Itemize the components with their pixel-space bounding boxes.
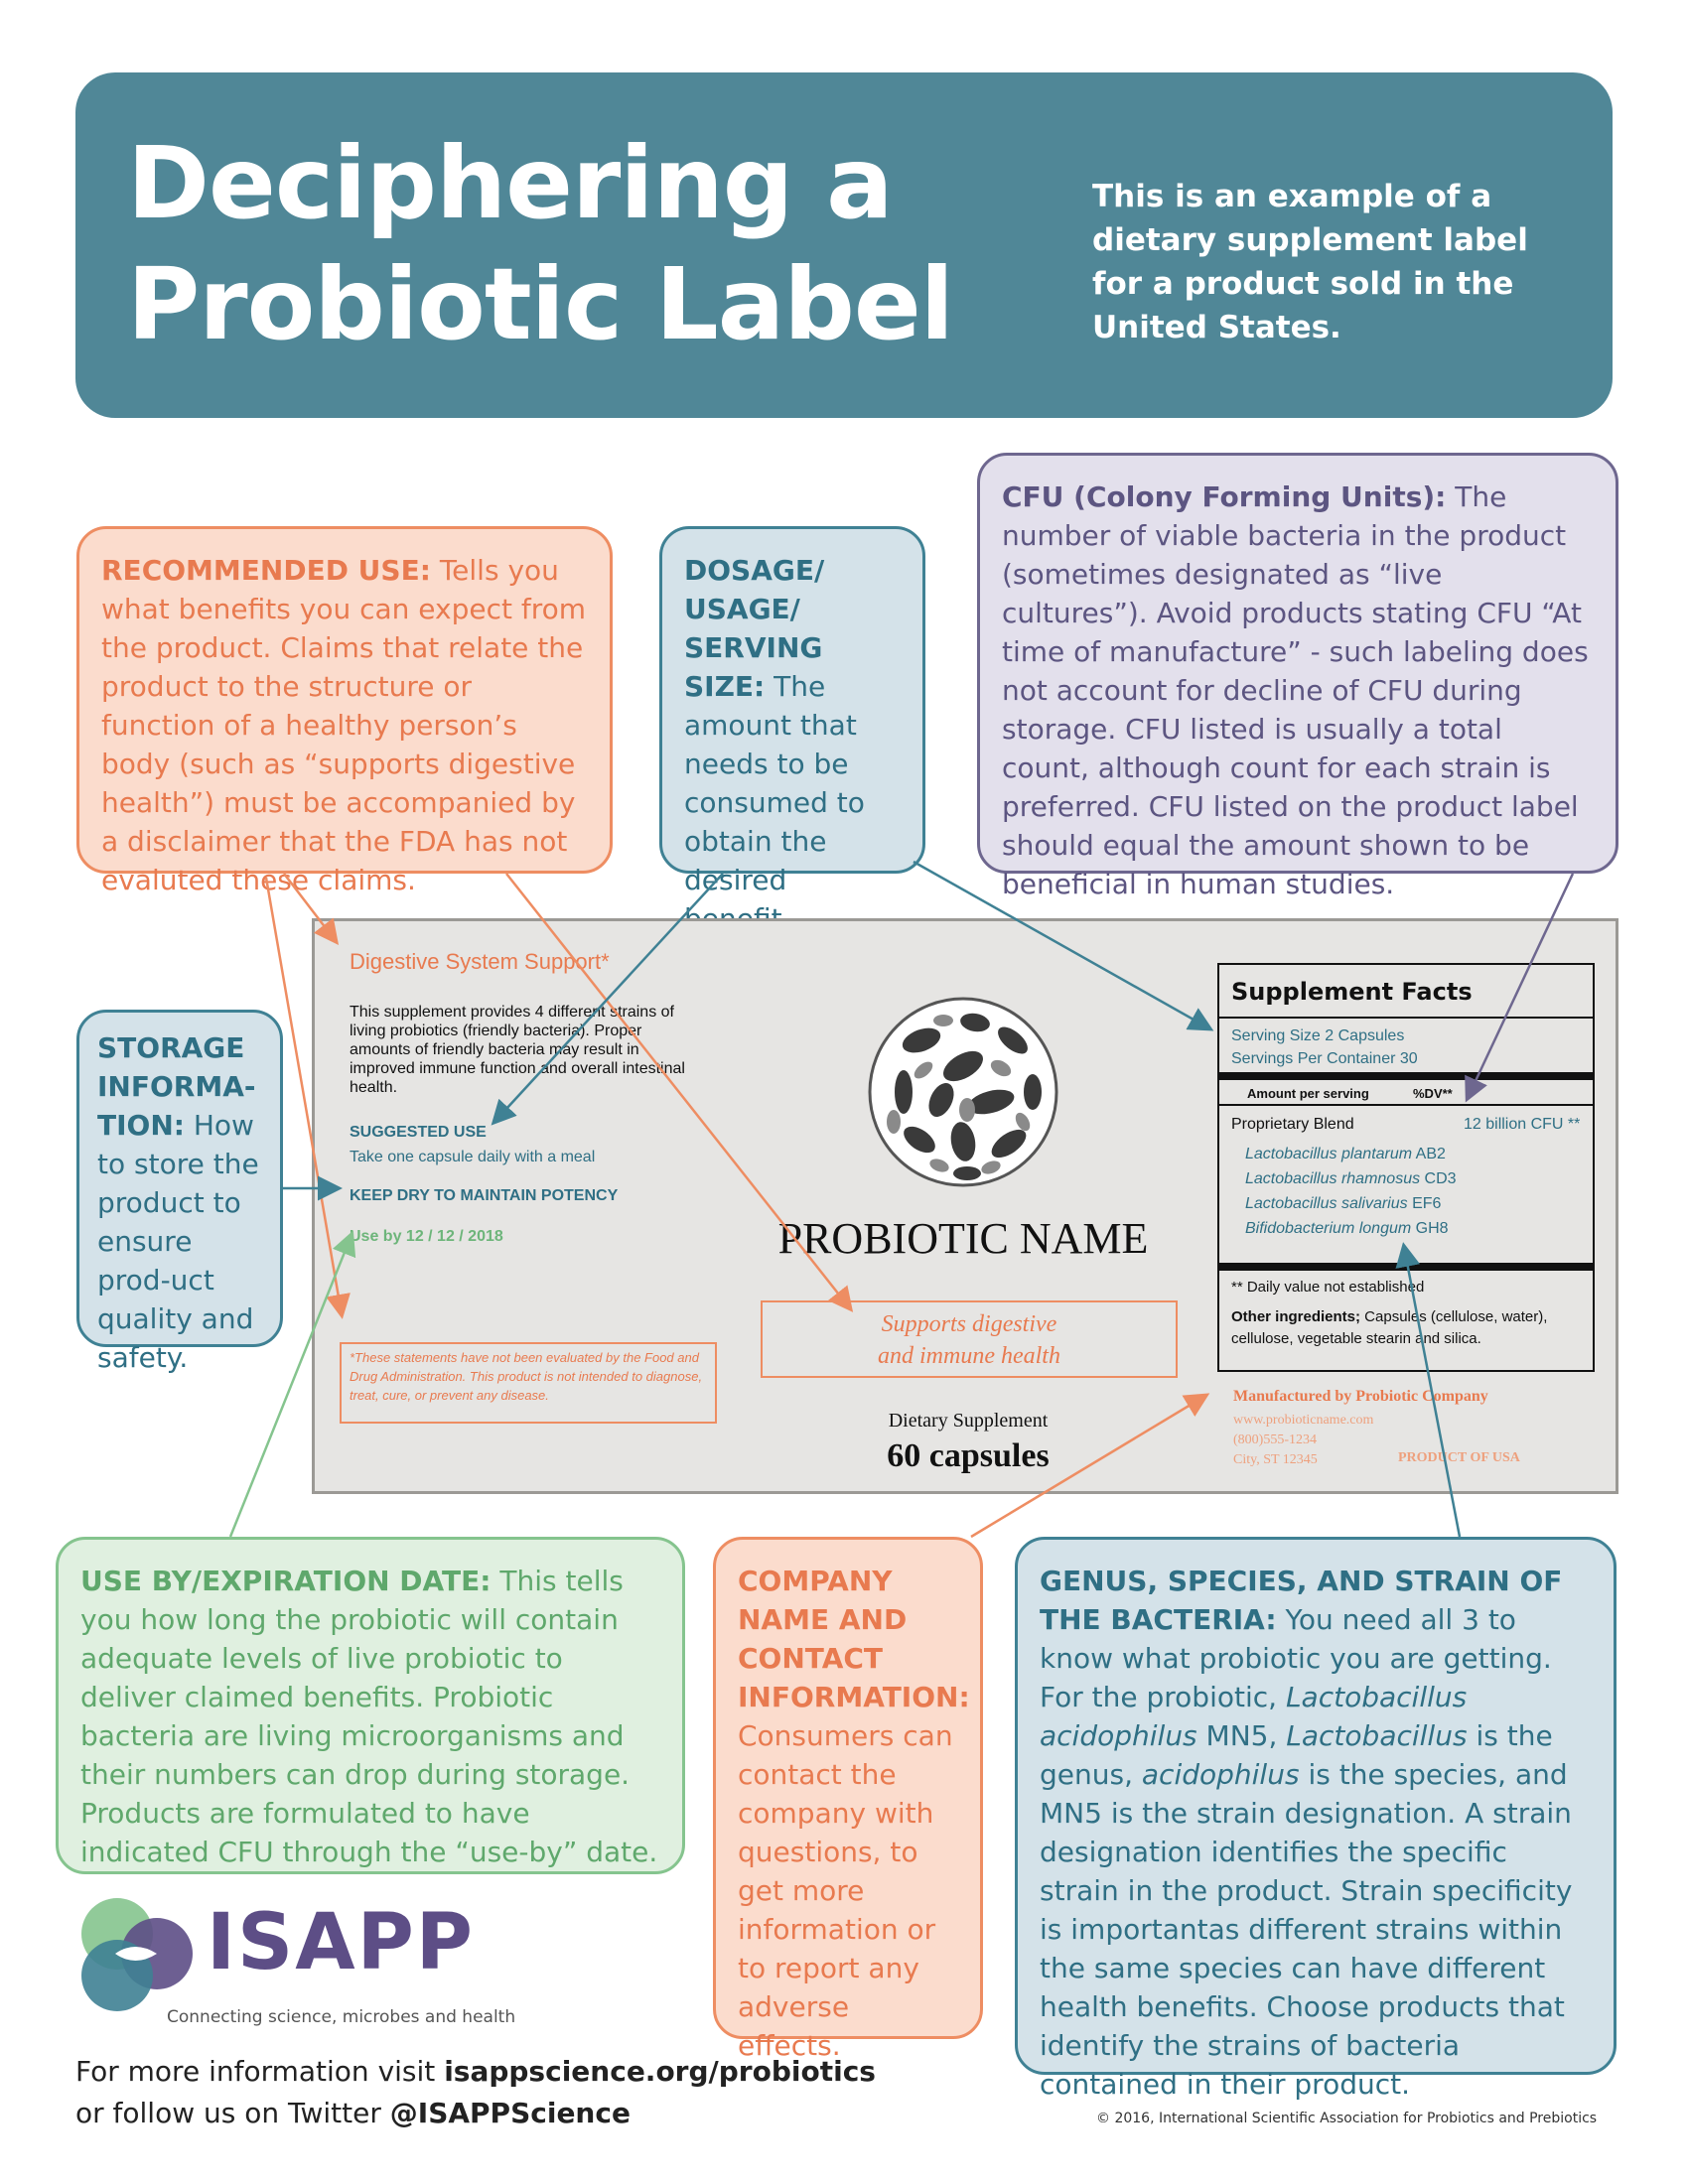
storage-instruction: KEEP DRY TO MAINTAIN POTENCY [350, 1187, 619, 1204]
callout-text: The amount that needs to be consumed to obtain the desired [684, 670, 865, 896]
strain-species: Lactobacillus salivarius [1245, 1195, 1408, 1212]
facts-divider-thick [1217, 1072, 1595, 1080]
isapp-logo-text: ISAPP [207, 1898, 475, 1987]
species-name: Lactobacillus acidophilus [1040, 1681, 1468, 1752]
strain-item [1245, 1166, 1457, 1191]
other-ingredients-text: Capsules (cellulose, water), cellulose, vegetable stearin and silica. [1231, 1308, 1548, 1347]
product-claim [761, 1308, 1178, 1372]
callout-heading: CFU (Colony Forming Units): [1002, 480, 1447, 513]
suggested-use-heading: SUGGESTED USE [350, 1124, 487, 1141]
copyright: © 2016, International Scientific Association for Probiotics and Prebiotics [1096, 2111, 1598, 2126]
facts-divider-thick [1217, 1263, 1595, 1271]
facts-divider [1217, 1104, 1595, 1106]
twitter-line [75, 2097, 631, 2129]
title-line-2: Probiotic Label [127, 246, 953, 362]
callout-text: The number of viable bacteria in the product (sometimes designated as “live cultures”). Avoid products stating CFU “At time of manufacture” - such labeling does not account for decline of CFU during storage. CFU listed is usually a total count, although count for each strain is preferred. CFU listed on the product label should equal the amount shown to be beneficial in human studies. [1002, 480, 1589, 900]
proprietary-blend: Proprietary Blend [1231, 1116, 1354, 1133]
dietary-supplement-text: Dietary Supplement [888, 1410, 1049, 1432]
strain-item [1245, 1216, 1457, 1241]
recommended-use-callout [76, 526, 613, 896]
callout-text: is the genus, [1040, 1719, 1553, 1791]
manufacturer-phone: (800)555-1234 [1233, 1433, 1317, 1447]
callout-heading: COMPANY NAME AND CONTACT INFORMATION: [738, 1565, 970, 1713]
isapp-logo-icon [75, 1892, 199, 2021]
strain-species: Bifidobacterium longum [1245, 1220, 1412, 1237]
facts-divider [1217, 1017, 1595, 1019]
strain-list [1245, 1142, 1457, 1241]
other-ingredients [1231, 1306, 1589, 1350]
manufacturer-website: www.probioticname.com [1233, 1413, 1374, 1428]
website-link[interactable]: isappscience.org/probiotics [444, 2055, 876, 2088]
strain-item [1245, 1191, 1457, 1216]
capsule-count: 60 capsules [887, 1437, 1050, 1474]
other-ingredients-heading: Other ingredients; [1231, 1308, 1361, 1325]
strain-item [1245, 1142, 1457, 1166]
product-name: PROBIOTIC NAME [777, 1214, 1149, 1263]
use-by-callout [56, 1537, 685, 1874]
twitter-prefix: or follow us on Twitter [75, 2097, 390, 2129]
strain-code: CD3 [1420, 1170, 1457, 1187]
supplement-facts-title: Supplement Facts [1231, 978, 1473, 1006]
callout-text: You need all 3 to know what probiotic you are getting. For the probiotic, [1040, 1603, 1552, 1713]
dv-note: ** Daily value not established [1231, 1279, 1425, 1296]
dosage-callout [659, 526, 925, 896]
manufacturer-name: Manufactured by Probiotic Company [1233, 1388, 1488, 1405]
genus-species-callout [1015, 1537, 1617, 2101]
callout-text: Consumers can contact the company with questions, to get more information or to report any adverse effects. [738, 1719, 953, 2062]
strain-species: Lactobacillus rhamnosus [1245, 1170, 1421, 1187]
claim-line-1: Supports digestive [881, 1311, 1057, 1337]
product-origin: PRODUCT OF USA [1398, 1450, 1520, 1465]
label-claim-heading: Digestive System Support* [350, 949, 610, 974]
callout-text: This tells you how long the probiotic will contain adequate levels of live probiotic to deliver claimed benefits. Probiotic bacteria are living microorganisms and their numbers can drop during storage. Products are formulated to have indicated CFU through the “use-by” date. [80, 1565, 658, 1868]
storage-callout [76, 1010, 283, 1374]
isapp-tagline: Connecting science, microbes and health [167, 2007, 516, 2027]
cfu-callout [977, 453, 1618, 900]
callout-text: is the species, and MN5 is the strain designation. A strain designation identifies the specific strain in the product. Strain specificity is importantas different strains within the same species can have different health benefits. Choose products that identify the strains of bacteria contained in their product. [1040, 1758, 1573, 2101]
more-info-line [75, 2055, 876, 2088]
blend-cfu: 12 billion CFU ** [1464, 1116, 1581, 1133]
suggested-use-text: Take one capsule daily with a meal [350, 1149, 596, 1165]
page-title [127, 123, 1080, 365]
manufacturer-contact [1233, 1411, 1373, 1470]
callout-text: How to store the product to ensure prod-uct quality and safety. [97, 1109, 259, 1374]
callout-heading: RECOMMENDED USE: [101, 554, 431, 587]
callout-heading: USE BY/EXPIRATION DATE: [80, 1565, 492, 1597]
company-callout [713, 1537, 983, 2062]
servings-per-container: Servings Per Container 30 [1231, 1050, 1418, 1067]
callout-text: MN5, [1196, 1719, 1287, 1752]
page-subtitle: This is an example of a dietary supplement label for a product sold in the United States. [1092, 179, 1528, 345]
strain-code: AB2 [1412, 1146, 1446, 1162]
species-name: acidophilus [1141, 1758, 1300, 1791]
callout-heading: DOSAGE/ USAGE/ SERVING SIZE: [684, 554, 825, 703]
more-info-prefix: For more information visit [75, 2055, 445, 2088]
genus-name: Lactobacillus [1286, 1719, 1468, 1752]
use-by-date: Use by 12 / 12 / 2018 [350, 1228, 503, 1245]
dv-header: %DV** [1413, 1086, 1453, 1101]
strain-code: EF6 [1407, 1195, 1442, 1212]
callout-heading: STORAGE INFORMA-TION: [97, 1031, 256, 1142]
serving-info [1231, 1024, 1418, 1070]
manufacturer-city: City, ST 12345 [1233, 1452, 1318, 1467]
claim-line-2: and immune health [878, 1343, 1060, 1369]
twitter-handle[interactable]: @ISAPPScience [389, 2097, 631, 2129]
bacteria-logo-icon [864, 993, 1062, 1191]
strain-species: Lactobacillus plantarum [1245, 1146, 1413, 1162]
callout-text: Tells you what benefits you can expect from the product. Claims that relate the product to the structure or function of a healthy person’s body (such as “supports digestive health”) must be accompanied by a disclaimer that the FDA has not evaluted these claims. [101, 554, 587, 896]
fda-disclaimer: *These statements have not been evaluated by the Food and Drug Administration. This product is not intended to diagnose, treat, cure, or prevent any disease. [350, 1350, 703, 1403]
label-description: This supplement provides 4 different strains of living probiotics (friendly bacteria). Proper amounts of friendly bacteria may result in improved immune function and overall intestinal health. [350, 1004, 685, 1096]
serving-size: Serving Size 2 Capsules [1231, 1027, 1405, 1044]
strain-code: GH8 [1411, 1220, 1449, 1237]
amount-header: Amount per serving [1247, 1086, 1369, 1101]
callout-heading: GENUS, SPECIES, AND STRAIN OF THE BACTERIA: [1040, 1565, 1563, 1636]
title-line-1: Deciphering a [127, 125, 893, 241]
